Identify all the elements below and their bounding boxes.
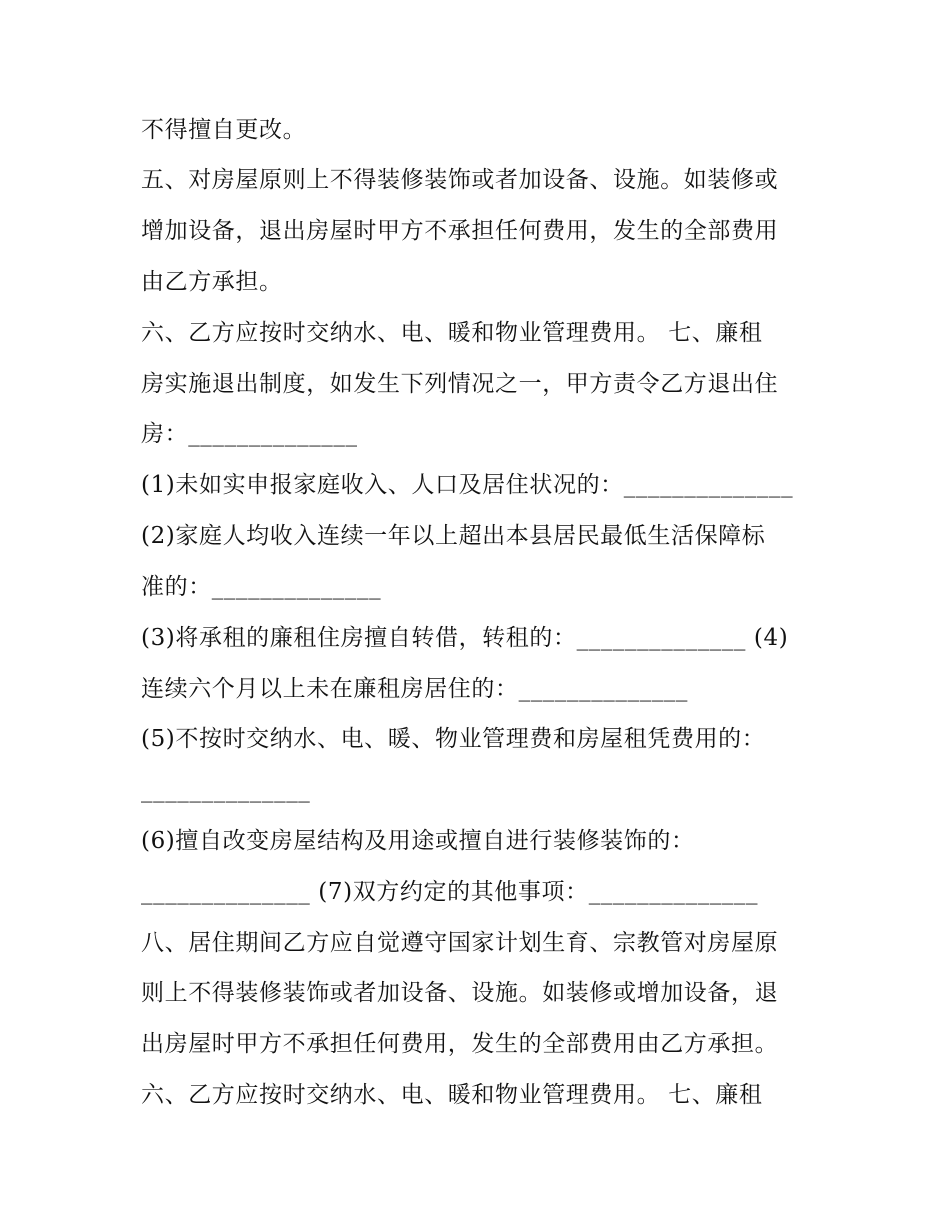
text-line: 出房屋时甲方不承担任何费用，发生的全部费用由乙方承担。 [141, 1031, 779, 1057]
text-line: (6)擅自改变房屋结构及用途或擅自进行装修装饰的： [141, 828, 695, 854]
text-line: 由乙方承担。 [141, 269, 283, 295]
text-line: 六、乙方应按时交纳水、电、暖和物业管理费用。 七、廉租 [141, 320, 763, 346]
text-line: (2)家庭人均收入连续一年以上超出本县居民最低生活保障标 [141, 523, 766, 549]
text-line: 五、对房屋原则上不得装修装饰或者加设备、设施。如装修或 [141, 167, 779, 193]
text-line: 房实施退出制度，如发生下列情况之一，甲方责令乙方退出住 [141, 371, 779, 397]
text-line: 八、居住期间乙方应自觉遵守国家计划生育、宗教管对房屋原 [141, 930, 779, 956]
text-line: 则上不得装修装饰或者加设备、设施。如装修或增加设备，退 [141, 980, 779, 1006]
text-line: 不得擅自更改。 [141, 117, 307, 143]
text-line: (3)将承租的廉租住房擅自转借，转租的：______________ (4) [141, 625, 789, 651]
text-line: 房：______________ [141, 421, 358, 447]
text-line: 连续六个月以上未在廉租房居住的：______________ [141, 676, 688, 702]
text-line: 准的：______________ [141, 574, 382, 600]
text-line: 增加设备，退出房屋时甲方不承担任何费用，发生的全部费用 [141, 218, 779, 244]
text-line: (5)不按时交纳水、电、暖、物业管理费和房屋租凭费用的： [141, 726, 766, 752]
text-line: 六、乙方应按时交纳水、电、暖和物业管理费用。 七、廉租 [141, 1082, 763, 1108]
text-line: ______________ [141, 777, 311, 803]
text-line: (1)未如实申报家庭收入、人口及居住状况的：______________ [141, 472, 794, 498]
text-line: ______________ (7)双方约定的其他事项：______________ [141, 879, 759, 905]
